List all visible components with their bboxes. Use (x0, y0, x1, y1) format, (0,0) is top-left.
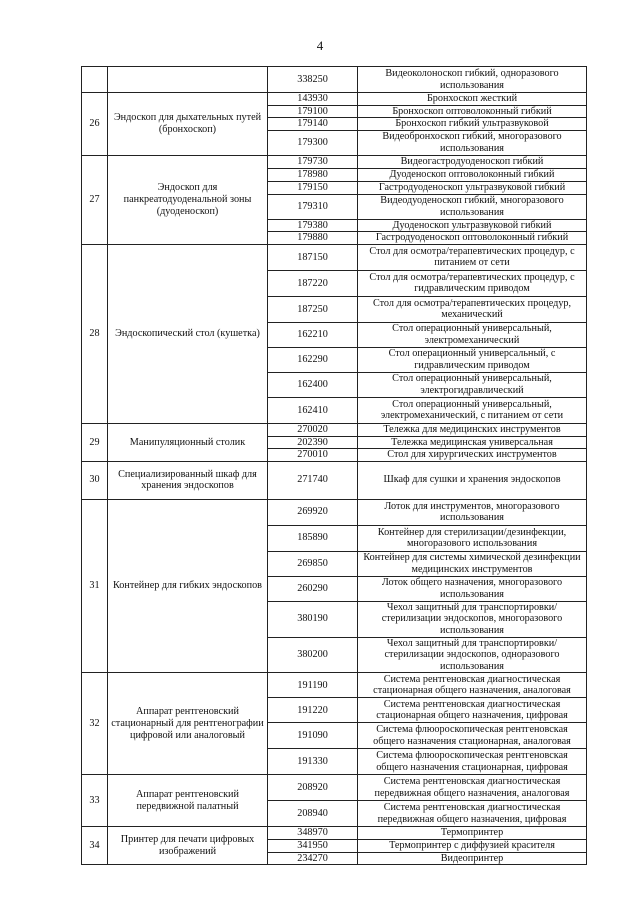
item-description: Стол для осмотра/терапевтических процедур, с питанием от сети (358, 244, 587, 270)
item-code: 162400 (268, 372, 358, 397)
item-description: Система рентгеновская диагностическая стационарная общего назначения, цифровая (358, 698, 587, 723)
item-code: 187150 (268, 244, 358, 270)
item-description: Видеогастродуоденоскоп гибкий (358, 155, 587, 168)
item-description: Стол операционный универсальный, электромеханический (358, 322, 587, 347)
item-code: 191190 (268, 673, 358, 698)
item-code: 208920 (268, 775, 358, 801)
item-description: Тележка для медицинских инструментов (358, 423, 587, 436)
item-code: 179880 (268, 232, 358, 245)
table-row (82, 244, 587, 270)
item-code: 191330 (268, 749, 358, 775)
table-row (82, 827, 587, 840)
item-code: 191090 (268, 723, 358, 749)
item-code: 187220 (268, 270, 358, 296)
item-code: 179100 (268, 105, 358, 118)
item-code: 269850 (268, 551, 358, 576)
group-name: Специализированный шкаф для хранения эндоскопов (108, 461, 268, 499)
item-description: Термопринтер (358, 827, 587, 840)
group-number: 33 (82, 775, 108, 827)
item-description: Бронхоскоп оптоволоконный гибкий (358, 105, 587, 118)
item-description: Контейнер для стерилизации/дезинфекции, многоразового использования (358, 525, 587, 551)
item-description: Лоток общего назначения, многоразового использования (358, 576, 587, 601)
item-code: 185890 (268, 525, 358, 551)
group-name: Эндоскоп для дыхательных путей (бронхоскоп) (108, 93, 268, 156)
item-code: 179300 (268, 130, 358, 155)
item-description: Стол для хирургических инструментов (358, 449, 587, 462)
item-code: 348970 (268, 827, 358, 840)
item-description: Гастродуоденоскоп оптоволоконный гибкий (358, 232, 587, 245)
group-name: Контейнер для гибких эндоскопов (108, 499, 268, 673)
group-number (82, 67, 108, 93)
table-row (82, 775, 587, 801)
item-description: Видеоколоноскоп гибкий, одноразового использования (358, 67, 587, 93)
group-number: 28 (82, 244, 108, 423)
group-name: Манипуляционный столик (108, 423, 268, 461)
item-description: Термопринтер с диффузией красителя (358, 839, 587, 852)
item-description: Система флюороскопическая рентгеновская общего назначения стационарная, аналоговая (358, 723, 587, 749)
item-code: 191220 (268, 698, 358, 723)
table-row (82, 93, 587, 106)
item-description: Чехол защитный для транспортировки/стерилизации эндоскопов, одноразового использования (358, 637, 587, 673)
group-name (108, 67, 268, 93)
item-code: 341950 (268, 839, 358, 852)
item-description: Стол операционный универсальный, электромеханический, с питанием от сети (358, 397, 587, 423)
item-description: Бронхоскоп жесткий (358, 93, 587, 106)
item-code: 270010 (268, 449, 358, 462)
page-number: 4 (316, 38, 324, 53)
equipment-table (81, 66, 587, 865)
item-code: 162410 (268, 397, 358, 423)
group-number: 27 (82, 155, 108, 244)
item-code: 338250 (268, 67, 358, 93)
group-name: Эндоскопический стол (кушетка) (108, 244, 268, 423)
item-code: 260290 (268, 576, 358, 601)
item-code: 269920 (268, 499, 358, 525)
item-description: Система флюороскопическая рентгеновская общего назначения стационарная, цифровая (358, 749, 587, 775)
item-description: Система рентгеновская диагностическая стационарная общего назначения, аналоговая (358, 673, 587, 698)
item-description: Дуоденоскоп ультразвуковой гибкий (358, 219, 587, 232)
item-code: 270020 (268, 423, 358, 436)
item-code: 162210 (268, 322, 358, 347)
group-name: Аппарат рентгеновский передвижной палатный (108, 775, 268, 827)
item-description: Бронхоскоп гибкий ультразвуковой (358, 118, 587, 131)
group-number: 32 (82, 673, 108, 775)
group-number: 34 (82, 827, 108, 865)
item-description: Шкаф для сушки и хранения эндоскопов (358, 461, 587, 499)
group-number: 26 (82, 93, 108, 156)
item-description: Чехол защитный для транспортировки/стерилизации эндоскопов, многоразового использования (358, 601, 587, 637)
item-description: Система рентгеновская диагностическая передвижная общего назначения, аналоговая (358, 775, 587, 801)
item-description: Гастродуоденоскоп ультразвуковой гибкий (358, 181, 587, 194)
item-code: 234270 (268, 852, 358, 865)
group-number: 29 (82, 423, 108, 461)
table-row (82, 499, 587, 525)
item-code: 380190 (268, 601, 358, 637)
item-description: Видеобронхоскоп гибкий, многоразового использования (358, 130, 587, 155)
table-row (82, 155, 587, 168)
group-name: Аппарат рентгеновский стационарный для рентгенографии цифровой или аналоговый (108, 673, 268, 775)
item-code: 143930 (268, 93, 358, 106)
table-row (82, 673, 587, 698)
item-code: 162290 (268, 347, 358, 372)
table-row (82, 67, 587, 93)
item-code: 187250 (268, 296, 358, 322)
item-description: Лоток для инструментов, многоразового использования (358, 499, 587, 525)
table-row (82, 423, 587, 436)
table-row (82, 461, 587, 499)
item-description: Видеопринтер (358, 852, 587, 865)
group-number: 30 (82, 461, 108, 499)
item-description: Стол для осмотра/терапевтических процедур, с гидравлическим приводом (358, 270, 587, 296)
item-code: 208940 (268, 801, 358, 827)
item-code: 179140 (268, 118, 358, 131)
item-description: Стол операционный универсальный, с гидравлическим приводом (358, 347, 587, 372)
item-code: 271740 (268, 461, 358, 499)
item-code: 178980 (268, 168, 358, 181)
item-code: 179730 (268, 155, 358, 168)
item-code: 179150 (268, 181, 358, 194)
item-code: 380200 (268, 637, 358, 673)
group-name: Эндоскоп для панкреатодуоденальной зоны (дуоденоскоп) (108, 155, 268, 244)
item-description: Стол операционный универсальный, электрогидравлический (358, 372, 587, 397)
item-description: Тележка медицинская универсальная (358, 436, 587, 449)
group-name: Принтер для печати цифровых изображений (108, 827, 268, 865)
item-code: 179380 (268, 219, 358, 232)
item-description: Видеодуоденоскоп гибкий, многоразового использования (358, 194, 587, 219)
item-description: Система рентгеновская диагностическая передвижная общего назначения, цифровая (358, 801, 587, 827)
item-code: 202390 (268, 436, 358, 449)
group-number: 31 (82, 499, 108, 673)
item-description: Дуоденоскоп оптоволоконный гибкий (358, 168, 587, 181)
equipment-table-body (82, 67, 587, 865)
item-description: Контейнер для системы химической дезинфекции медицинских инструментов (358, 551, 587, 576)
item-code: 179310 (268, 194, 358, 219)
item-description: Стол для осмотра/терапевтических процедур, механический (358, 296, 587, 322)
